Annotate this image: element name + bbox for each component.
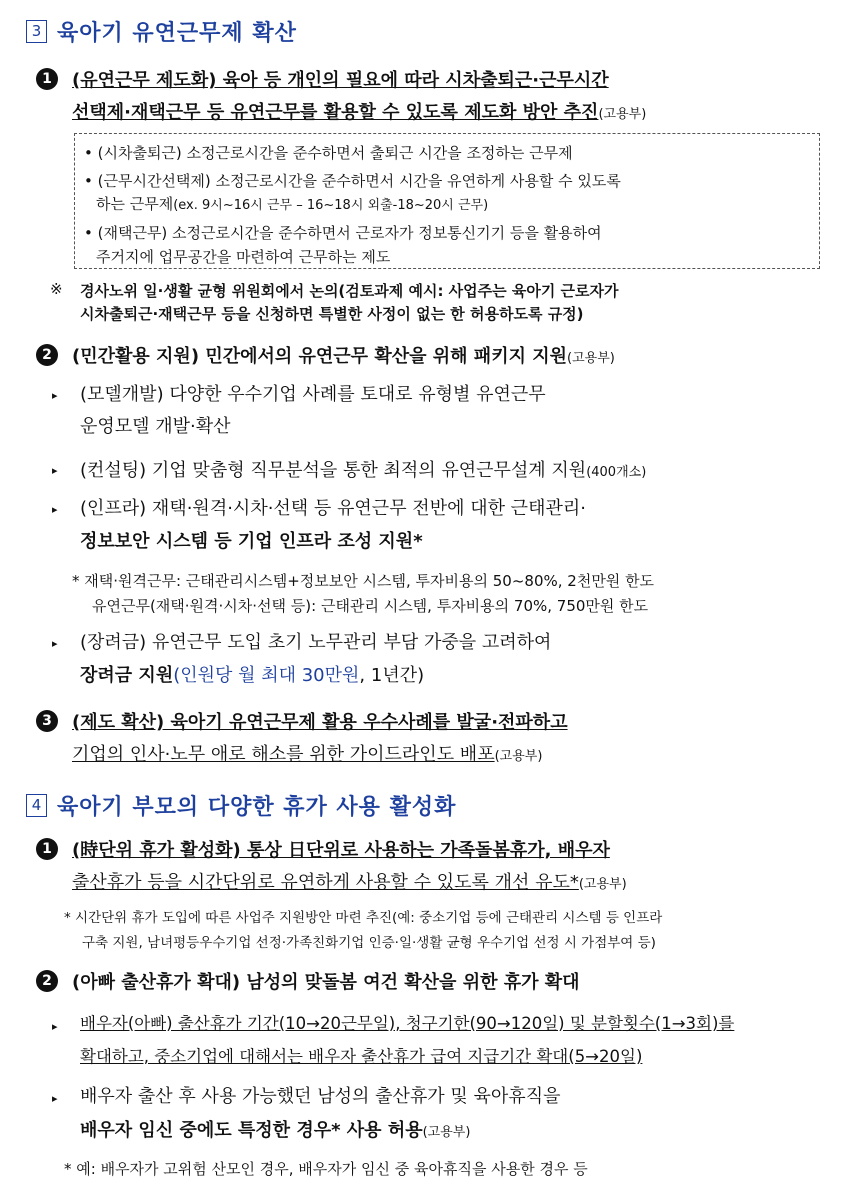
- sub-paternity-expansion: 배우자(아빠) 출산휴가 기간(10→20근무일), 청구기한(90→120일) 및 분할횟수(1→3회)를: [80, 1014, 735, 1033]
- footnote-line-2: 유연근무(재택·원격·시차·선택 등): 근태관리 시스템, 투자비용의 70%, 750만원 한도: [92, 597, 649, 615]
- item-line: (유연근무 제도화) 육아 등 개인의 필요에 따라 시차출퇴근·근무시간: [72, 70, 609, 91]
- item-3-line-2: 기업의 인사·노무 애로 해소를 위한 가이드라인도 배포(고용부): [72, 744, 543, 765]
- circled-number-marker: 3: [36, 710, 58, 732]
- footnote-line-1: * 재택·원격근무: 근태관리시스템+정보보안 시스템, 투자비용의 50~80%, 2천만원 한도: [72, 572, 655, 590]
- sub-consulting: (컨설팅) 기업 맞춤형 직무분석을 통한 최적의 유연근무설계 지원(400개소): [80, 460, 647, 481]
- item-1-line-2: 출산휴가 등을 시간단위로 유연하게 사용할 수 있도록 개선 유도*(고용부): [72, 872, 627, 893]
- box-bullet-selective-hours: • (근무시간선택제) 소정근로시간을 준수하면서 시간을 유연하게 사용할 수 있도록: [84, 172, 621, 190]
- sub-during-pregnancy: 배우자 출산 후 사용 가능했던 남성의 출산휴가 및 육아휴직을: [80, 1086, 561, 1107]
- footnote-example: * 예: 배우자가 고위험 산모인 경우, 배우자가 임신 중 육아휴직을 사용한 경우 등: [64, 1160, 588, 1178]
- sub-incentive: (장려금) 유연근무 도입 초기 노무관리 부담 가중을 고려하여: [80, 632, 552, 653]
- note-line-2: 시차출퇴근·재택근무 등을 신청하면 특별한 사정이 없는 한 허용하도록 규정): [80, 305, 584, 323]
- circled-number-marker: 2: [36, 970, 58, 992]
- circled-number-marker: 2: [36, 344, 58, 366]
- item-1-line-2: 선택제·재택근무 등 유연근무를 활용할 수 있도록 제도화 방안 추진(고용부): [72, 102, 647, 123]
- box-bullet-selective-hours-cont: 하는 근무제(ex. 9시~16시 근무 – 16~18시 외출-18~20시 근무): [96, 195, 489, 213]
- box-bullet-telework: • (재택근무) 소정근로시간을 준수하면서 근로자가 정보통신기기 등을 활용하여: [84, 224, 602, 242]
- box-bullet-staggered: • (시차출퇴근) 소정근로시간을 준수하면서 출퇴근 시간을 조정하는 근무제: [84, 144, 573, 162]
- sub-during-pregnancy-cont: 배우자 임신 중에도 특정한 경우* 사용 허용(고용부): [80, 1120, 471, 1141]
- sub-infrastructure: (인프라) 재택·원격·시차·선택 등 유연근무 전반에 대한 근태관리·: [80, 498, 586, 519]
- triangle-bullet: ▸: [52, 503, 58, 516]
- circled-number-marker: 1: [36, 838, 58, 860]
- triangle-bullet: ▸: [52, 1020, 58, 1033]
- section-number-box: 3: [26, 20, 47, 43]
- reference-mark: ※: [50, 280, 63, 298]
- section-title: 육아기 부모의 다양한 휴가 사용 활성화: [57, 795, 457, 820]
- sub-incentive-cont: 장려금 지원(인원당 월 최대 30만원, 1년간): [80, 665, 425, 686]
- note-line-1: 경사노위 일·생활 균형 위원회에서 논의(검토과제 예시: 사업주는 육아기 근로자가: [80, 282, 619, 300]
- item-3-diffusion: 3 (제도 확산) 육아기 유연근무제 활용 우수사례를 발굴·전파하고: [36, 708, 568, 734]
- item-1-flex-institutionalization: [36, 66, 609, 92]
- sub-infrastructure-cont: 정보보안 시스템 등 기업 인프라 조성 지원*: [80, 531, 423, 552]
- sub-model-development: (모델개발) 다양한 우수기업 사례를 토대로 유형별 유연근무: [80, 384, 546, 405]
- circled-number-marker: 1: [36, 68, 58, 90]
- triangle-bullet: ▸: [52, 637, 58, 650]
- section-4-heading: [26, 790, 456, 821]
- triangle-bullet: ▸: [52, 389, 58, 402]
- footnote-line-2: 구축 지원, 남녀평등우수기업 선정·가족친화기업 인증·일·생활 균형 우수기업 선정 시 가점부여 등): [82, 935, 656, 951]
- item-1-hourly-leave: 1 (時단위 휴가 활성화) 통상 日단위로 사용하는 가족돌봄휴가, 배우자: [36, 836, 610, 862]
- section-3-heading: [26, 16, 297, 47]
- triangle-bullet: ▸: [52, 464, 58, 477]
- sub-paternity-expansion-cont: 확대하고, 중소기업에 대해서는 배우자 출산휴가 급여 지급기간 확대(5→20일): [80, 1047, 643, 1066]
- box-bullet-telework-cont: 주거지에 업무공간을 마련하여 근무하는 제도: [96, 248, 391, 266]
- item-2-private-support: 2 (민간활용 지원) 민간에서의 유연근무 확산을 위해 패키지 지원(고용부): [36, 342, 615, 368]
- section-title: 육아기 유연근무제 확산: [57, 21, 297, 46]
- item-2-paternity-leave: 2 (아빠 출산휴가 확대) 남성의 맞돌봄 여건 확산을 위한 휴가 확대: [36, 968, 580, 994]
- triangle-bullet: ▸: [52, 1092, 58, 1105]
- footnote-line-1: * 시간단위 휴가 도입에 따른 사업주 지원방안 마련 추진(예: 중소기업 등에 근태관리 시스템 등 인프라: [64, 910, 663, 926]
- section-number-box: 4: [26, 794, 47, 817]
- sub-model-development-cont: 운영모델 개발·확산: [80, 416, 231, 437]
